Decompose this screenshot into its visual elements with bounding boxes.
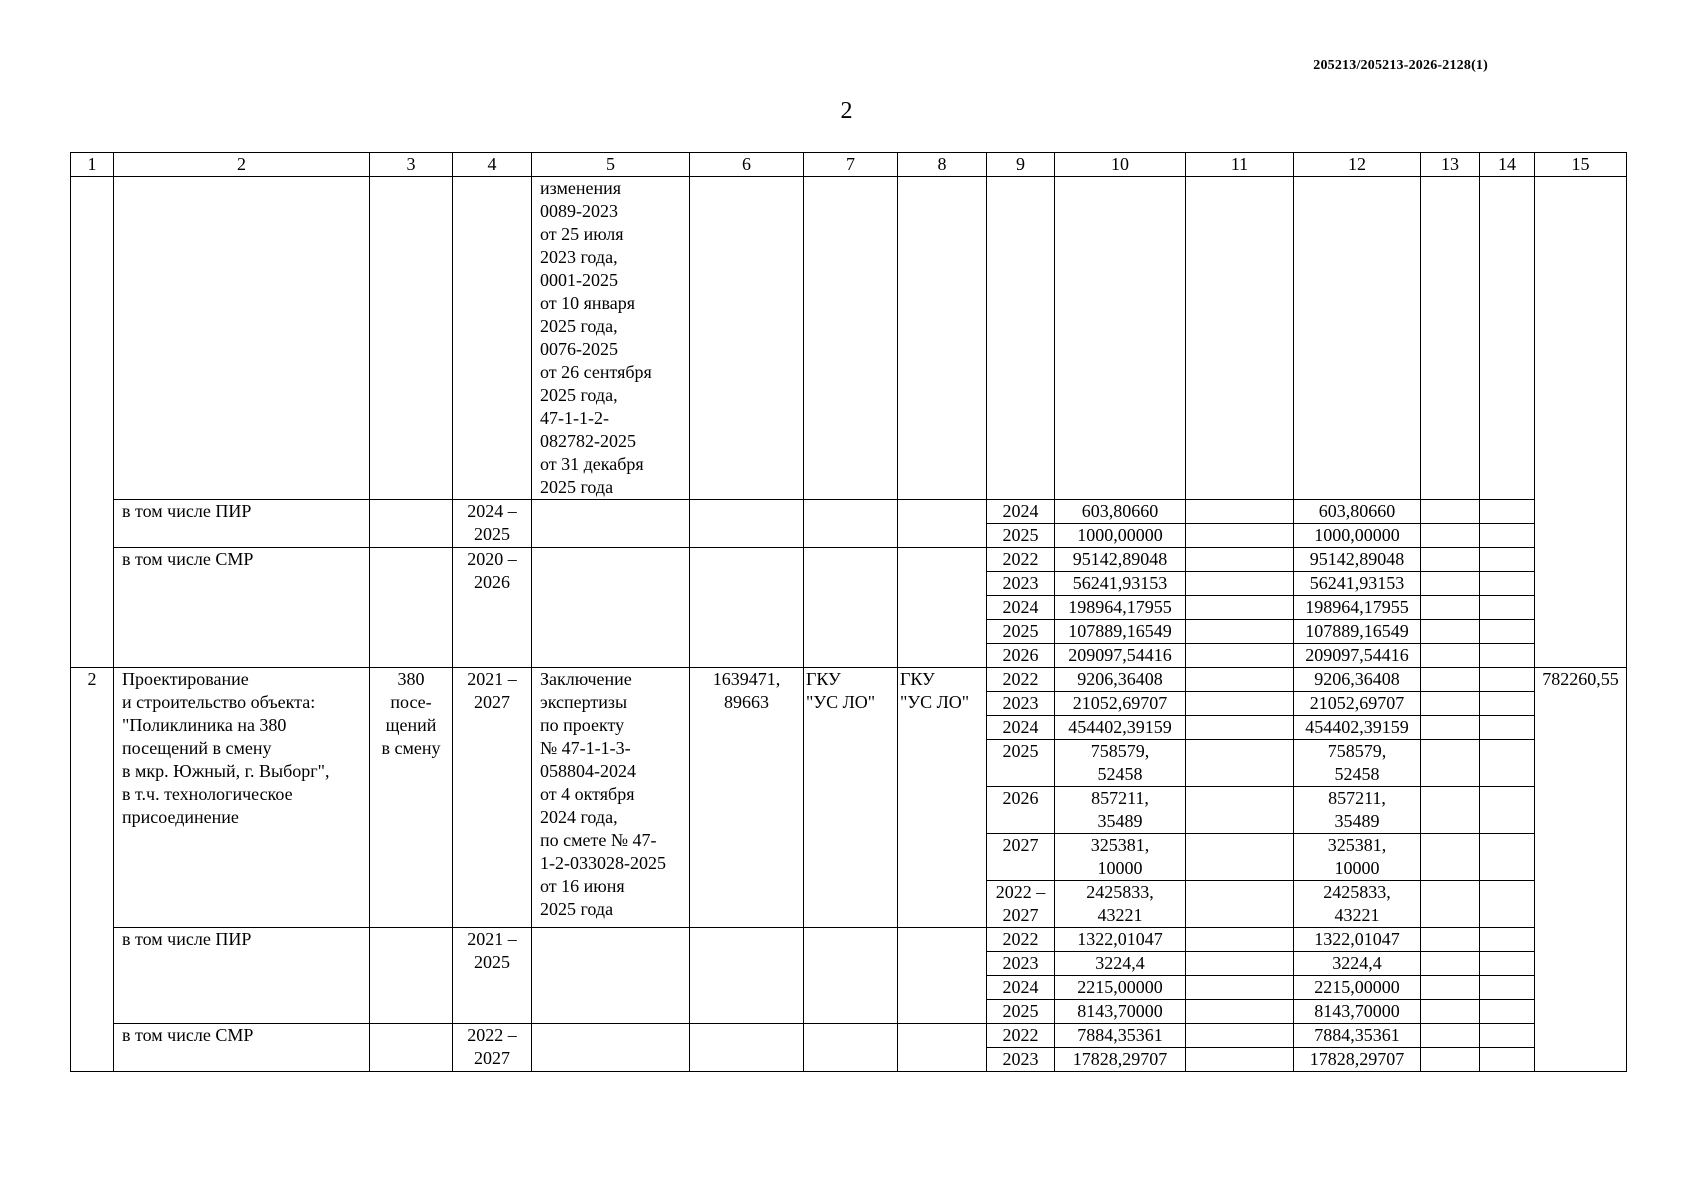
document-id: 205213/205213-2026-2128(1) (1313, 58, 1488, 73)
cell-value-11 (1186, 692, 1294, 716)
column-number: 1 (71, 153, 114, 177)
subitem-label: в том числе ПИР (114, 500, 370, 548)
cell-value-11 (1186, 548, 1294, 572)
cell-14 (1480, 976, 1535, 1000)
cell-value-10: 2425833, 43221 (1055, 881, 1186, 928)
cell-13 (1421, 881, 1480, 928)
object-basis: Заключение экспертизы по проекту № 47-1-1-3- 058804-2024 от 4 октября 2024 года, по смете № 47- 1-2-033028-2025 от 16 июня 2025 года (532, 668, 690, 928)
cell-cost (690, 177, 804, 500)
cell-value-12: 454402,39159 (1294, 716, 1421, 740)
cell-13 (1421, 952, 1480, 976)
cell-year: 2025 (987, 740, 1055, 787)
cell-13 (1421, 716, 1480, 740)
cell-value-12: 198964,17955 (1294, 596, 1421, 620)
cell-13 (1421, 500, 1480, 524)
cell-developer (898, 177, 987, 500)
column-number: 10 (1055, 153, 1186, 177)
cell-13 (1421, 692, 1480, 716)
cell-year: 2022 (987, 668, 1055, 692)
cell-value-11 (1186, 572, 1294, 596)
cell-value-10: 3224,4 (1055, 952, 1186, 976)
cell-value-10: 95142,89048 (1055, 548, 1186, 572)
cell-value-12: 107889,16549 (1294, 620, 1421, 644)
cell-value-12: 56241,93153 (1294, 572, 1421, 596)
cell-value-11 (1186, 668, 1294, 692)
column-number: 12 (1294, 153, 1421, 177)
cell-value-12: 325381, 10000 (1294, 834, 1421, 881)
cell-13 (1421, 644, 1480, 668)
cell-year: 2022 (987, 928, 1055, 952)
cell-year: 2024 (987, 596, 1055, 620)
cell-name (114, 177, 370, 500)
column-number-row (71, 153, 1627, 177)
cell-period (453, 177, 532, 500)
cell-customer (804, 928, 898, 1024)
cell-capacity (370, 177, 453, 500)
table-row (71, 668, 1627, 692)
cell-period: 2024 – 2025 (453, 500, 532, 548)
cell-value-11 (1186, 1024, 1294, 1048)
cell-year: 2024 (987, 976, 1055, 1000)
cell-period: 2020 – 2026 (453, 548, 532, 668)
cell-year: 2024 (987, 500, 1055, 524)
cell-14 (1480, 596, 1535, 620)
cell-13 (1421, 596, 1480, 620)
cell-14 (1480, 1000, 1535, 1024)
cell-14 (1480, 620, 1535, 644)
cell-value-10: 603,80660 (1055, 500, 1186, 524)
investment-table (70, 152, 1627, 1072)
cell-14 (1480, 1024, 1535, 1048)
cell-basis (532, 500, 690, 548)
cell-value-11 (1186, 976, 1294, 1000)
cell-13 (1421, 548, 1480, 572)
cell-14 (1480, 500, 1535, 524)
table-row (71, 177, 1627, 500)
cell-value-10: 857211, 35489 (1055, 787, 1186, 834)
cell-value-12: 603,80660 (1294, 500, 1421, 524)
cell-basis (532, 1024, 690, 1072)
cell-year: 2023 (987, 1048, 1055, 1072)
cell-value-11 (1186, 596, 1294, 620)
cell-year: 2026 (987, 644, 1055, 668)
cell-value-11 (1186, 500, 1294, 524)
cell-value-10: 2215,00000 (1055, 976, 1186, 1000)
cell-14 (1480, 740, 1535, 787)
cell-15 (1535, 177, 1627, 668)
column-number: 8 (898, 153, 987, 177)
cell-year: 2023 (987, 952, 1055, 976)
cell-capacity (370, 1024, 453, 1072)
cell-customer (804, 500, 898, 548)
cell-year: 2025 (987, 524, 1055, 548)
subitem-label: в том числе СМР (114, 1024, 370, 1072)
cell-year: 2022 (987, 1024, 1055, 1048)
cell-cost (690, 500, 804, 548)
cell-value-11 (1186, 524, 1294, 548)
cell-cost (690, 548, 804, 668)
cell-14 (1480, 834, 1535, 881)
cell-14 (1480, 716, 1535, 740)
cell-value-11 (1186, 952, 1294, 976)
cell-value-10: 1322,01047 (1055, 928, 1186, 952)
cell-14 (1480, 644, 1535, 668)
cell-value-12: 857211, 35489 (1294, 787, 1421, 834)
object-developer: ГКУ "УС ЛО" (898, 668, 987, 928)
object-period: 2021 – 2027 (453, 668, 532, 928)
cell-period: 2021 – 2025 (453, 928, 532, 1024)
cell-value-12: 95142,89048 (1294, 548, 1421, 572)
column-number: 14 (1480, 153, 1535, 177)
cell-value-12 (1294, 177, 1421, 500)
cell-13 (1421, 177, 1480, 500)
cell-13 (1421, 834, 1480, 881)
cell-value-11 (1186, 644, 1294, 668)
cell-14 (1480, 787, 1535, 834)
cell-value-11 (1186, 787, 1294, 834)
cell-cost (690, 928, 804, 1024)
object-capacity: 380 посе- щений в смену (370, 668, 453, 928)
column-number: 6 (690, 153, 804, 177)
cell-num: 2 (71, 668, 114, 1072)
page-number: 2 (840, 98, 853, 124)
cell-13 (1421, 928, 1480, 952)
cell-value-12: 7884,35361 (1294, 1024, 1421, 1048)
cell-value-12: 1000,00000 (1294, 524, 1421, 548)
cell-value-10: 8143,70000 (1055, 1000, 1186, 1024)
cell-year: 2022 (987, 548, 1055, 572)
cell-value-11 (1186, 620, 1294, 644)
cell-13 (1421, 1048, 1480, 1072)
cell-value-10: 17828,29707 (1055, 1048, 1186, 1072)
cell-customer (804, 177, 898, 500)
table-row (71, 548, 1627, 572)
column-number: 7 (804, 153, 898, 177)
cell-value-11 (1186, 834, 1294, 881)
cell-13 (1421, 668, 1480, 692)
cell-value-11 (1186, 177, 1294, 500)
cell-developer (898, 500, 987, 548)
object-col15: 782260,55 (1535, 668, 1627, 1072)
cell-14 (1480, 177, 1535, 500)
column-number: 13 (1421, 153, 1480, 177)
table-row (71, 928, 1627, 952)
cell-basis (532, 548, 690, 668)
cell-developer (898, 548, 987, 668)
cell-basis: изменения 0089-2023 от 25 июля 2023 года, 0001-2025 от 10 января 2025 года, 0076-2025 от 26 сентября 2025 года, 47-1-1-2- 082782-2025 от 31 декабря 2025 года (532, 177, 690, 500)
cell-value-10: 198964,17955 (1055, 596, 1186, 620)
cell-value-10: 56241,93153 (1055, 572, 1186, 596)
column-number: 2 (114, 153, 370, 177)
cell-value-12: 3224,4 (1294, 952, 1421, 976)
cell-14 (1480, 952, 1535, 976)
cell-value-10: 209097,54416 (1055, 644, 1186, 668)
cell-13 (1421, 572, 1480, 596)
cell-13 (1421, 1000, 1480, 1024)
cell-value-11 (1186, 1000, 1294, 1024)
cell-14 (1480, 928, 1535, 952)
cell-value-10: 454402,39159 (1055, 716, 1186, 740)
cell-value-12: 8143,70000 (1294, 1000, 1421, 1024)
cell-14 (1480, 524, 1535, 548)
cell-num (71, 177, 114, 668)
cell-13 (1421, 976, 1480, 1000)
cell-14 (1480, 692, 1535, 716)
cell-period: 2022 – 2027 (453, 1024, 532, 1072)
cell-year: 2027 (987, 834, 1055, 881)
object-customer: ГКУ "УС ЛО" (804, 668, 898, 928)
cell-value-10: 21052,69707 (1055, 692, 1186, 716)
object-name: Проектирование и строительство объекта: "Поликлиника на 380 посещений в смену в мкр. Южный, г. Выборг", в т.ч. технологическое присоединение (114, 668, 370, 928)
cell-13 (1421, 740, 1480, 787)
cell-value-10 (1055, 177, 1186, 500)
cell-value-12: 1322,01047 (1294, 928, 1421, 952)
column-number: 15 (1535, 153, 1627, 177)
cell-capacity (370, 548, 453, 668)
cell-value-12: 758579, 52458 (1294, 740, 1421, 787)
cell-value-10: 9206,36408 (1055, 668, 1186, 692)
cell-year: 2024 (987, 716, 1055, 740)
cell-customer (804, 1024, 898, 1072)
cell-13 (1421, 524, 1480, 548)
cell-capacity (370, 928, 453, 1024)
cell-14 (1480, 1048, 1535, 1072)
cell-value-10: 1000,00000 (1055, 524, 1186, 548)
cell-cost (690, 1024, 804, 1072)
column-number: 3 (370, 153, 453, 177)
cell-year (987, 177, 1055, 500)
cell-value-10: 107889,16549 (1055, 620, 1186, 644)
column-number: 4 (453, 153, 532, 177)
cell-year: 2026 (987, 787, 1055, 834)
cell-value-11 (1186, 928, 1294, 952)
subitem-label: в том числе ПИР (114, 928, 370, 1024)
cell-value-11 (1186, 716, 1294, 740)
cell-value-12: 17828,29707 (1294, 1048, 1421, 1072)
cell-developer (898, 1024, 987, 1072)
cell-value-10: 7884,35361 (1055, 1024, 1186, 1048)
column-number: 9 (987, 153, 1055, 177)
cell-value-11 (1186, 740, 1294, 787)
cell-year: 2022 – 2027 (987, 881, 1055, 928)
cell-capacity (370, 500, 453, 548)
subitem-label: в том числе СМР (114, 548, 370, 668)
cell-year: 2023 (987, 692, 1055, 716)
cell-value-12: 2215,00000 (1294, 976, 1421, 1000)
cell-value-12: 2425833, 43221 (1294, 881, 1421, 928)
cell-value-10: 325381, 10000 (1055, 834, 1186, 881)
cell-basis (532, 928, 690, 1024)
cell-value-12: 209097,54416 (1294, 644, 1421, 668)
table-row (71, 500, 1627, 524)
cell-value-10: 758579, 52458 (1055, 740, 1186, 787)
cell-13 (1421, 787, 1480, 834)
cell-14 (1480, 881, 1535, 928)
column-number: 11 (1186, 153, 1294, 177)
cell-value-12: 9206,36408 (1294, 668, 1421, 692)
cell-value-12: 21052,69707 (1294, 692, 1421, 716)
column-number: 5 (532, 153, 690, 177)
cell-14 (1480, 668, 1535, 692)
cell-developer (898, 928, 987, 1024)
cell-13 (1421, 1024, 1480, 1048)
object-cost: 1639471, 89663 (690, 668, 804, 928)
table-row (71, 1024, 1627, 1048)
cell-customer (804, 548, 898, 668)
cell-14 (1480, 548, 1535, 572)
cell-year: 2023 (987, 572, 1055, 596)
cell-value-11 (1186, 1048, 1294, 1072)
cell-value-11 (1186, 881, 1294, 928)
cell-13 (1421, 620, 1480, 644)
cell-year: 2025 (987, 620, 1055, 644)
cell-14 (1480, 572, 1535, 596)
cell-year: 2025 (987, 1000, 1055, 1024)
